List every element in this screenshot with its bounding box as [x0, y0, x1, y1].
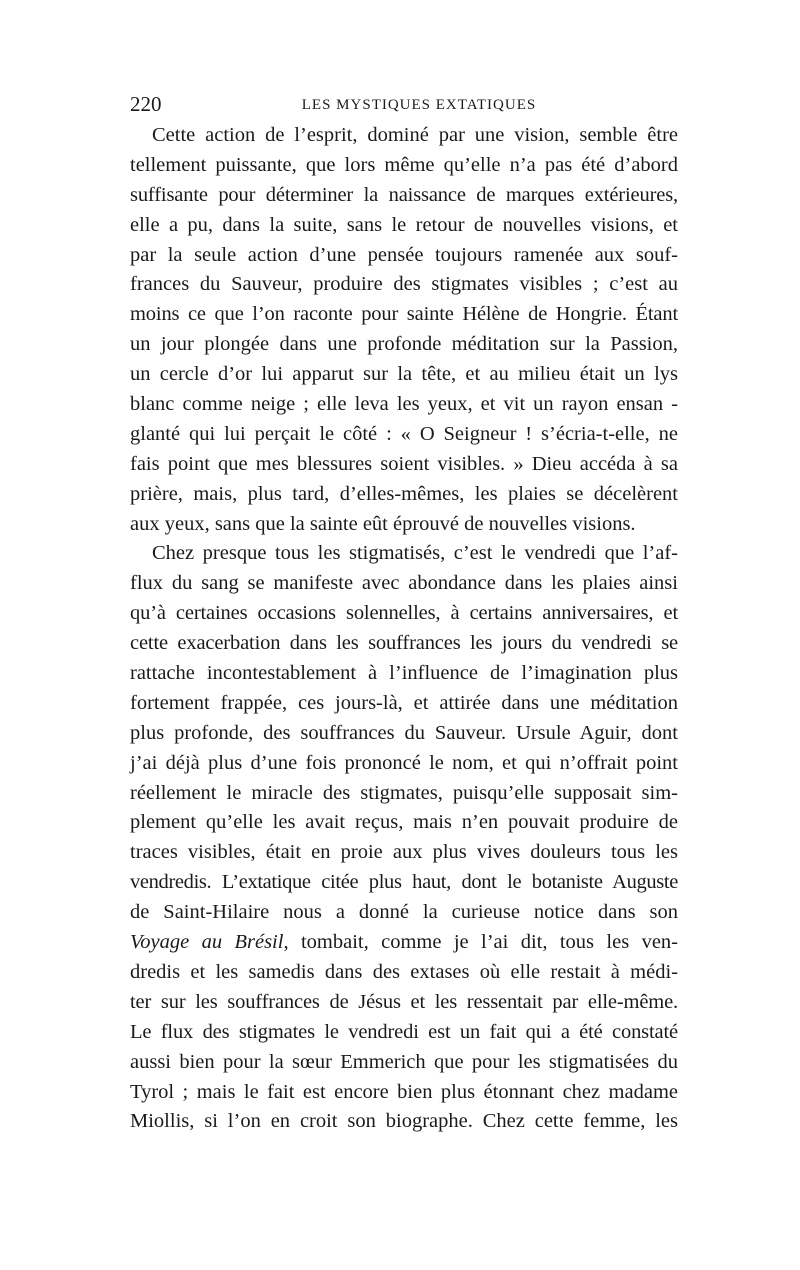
book-page — [130, 90, 678, 1137]
text-line: ter sur les souffrances de Jésus et les ressentait par elle-même. — [130, 990, 678, 1013]
text-line: cette exacerbation dans les souffrances les jours du vendredi se — [130, 632, 678, 655]
text-line: Le flux des stigmates le vendredi est un fait qui a été constaté — [130, 1020, 678, 1043]
text-line: j’ai déjà plus d’une fois prononcé le nom, et qui n’offrait point — [130, 751, 678, 774]
text-line: un cercle d’or lui apparut sur la tête, et au milieu était un lys — [130, 363, 678, 386]
text-line: vendredis. L’extatique citée plus haut, dont le botaniste Auguste — [130, 871, 678, 894]
text-line: suffisante pour déterminer la naissance de marques extérieures, — [130, 183, 678, 206]
text-line: prière, mais, plus tard, d’elles-mêmes, les plaies se décelèrent — [130, 482, 678, 505]
text-line: dredis et les samedis dans des extases où elle restait à médi- — [130, 960, 678, 983]
text-line: Miollis, si l’on en croit son biographe. Chez cette femme, les — [130, 1110, 678, 1133]
text-line: qu’à certaines occasions solennelles, à certains anniversaires, et — [130, 602, 678, 625]
text-line: de Saint-Hilaire nous a donné la curieuse notice dans son — [130, 901, 678, 924]
text-line: frances du Sauveur, produire des stigmates visibles ; c’est au — [130, 273, 678, 296]
text-fragment: , tombait, comme je l’ai dit, tous les ven- — [283, 931, 678, 954]
text-line: rattache incontestablement à l’influence de l’imagination plus — [130, 662, 678, 685]
text-line: moins ce que l’on raconte pour sainte Hélène de Hongrie. Étant — [130, 303, 678, 326]
text-line: réellement le miracle des stigmates, puisqu’elle supposait sim- — [130, 781, 678, 804]
text-line: fortement frappée, ces jours-là, et attirée dans une méditation — [130, 691, 678, 714]
text-line: blanc comme neige ; elle leva les yeux, et vit un rayon ensan - — [130, 393, 678, 416]
text-line: Cette action de l’esprit, dominé par une vision, semble être — [152, 124, 678, 146]
text-line: plement qu’elle les avait reçus, mais n’en pouvait produire de — [130, 811, 678, 834]
text-line: traces visibles, était en proie aux plus vives douleurs tous les — [130, 841, 678, 864]
text-line: par la seule action d’une pensée toujours ramenée aux souf- — [130, 243, 678, 266]
text-line: flux du sang se manifeste avec abondance dans les plaies ainsi — [130, 572, 678, 595]
text-line: aux yeux, sans que la sainte eût éprouvé de nouvelles visions. — [130, 512, 636, 535]
body-text — [130, 121, 678, 1137]
text-line: tellement puissante, que lors même qu’elle n’a pas été d’abord — [130, 153, 678, 176]
text-line: aussi bien pour la sœur Emmerich que pour les stigmatisées du — [130, 1050, 678, 1073]
running-head: LES MYSTIQUES EXTATIQUES — [301, 97, 537, 113]
text-line: plus profonde, des souffrances du Sauveur. Ursule Aguir, dont — [130, 721, 678, 744]
text-line: elle a pu, dans la suite, sans le retour de nouvelles visions, et — [130, 213, 678, 236]
page-number: 220 — [130, 92, 162, 116]
text-line: Chez presque tous les stigmatisés, c’est le vendredi que l’af- — [152, 542, 678, 565]
text-line — [130, 928, 678, 958]
book-title: Voyage au Brésil — [130, 931, 284, 954]
text-line: fais point que mes blessures soient visibles. » Dieu accéda à sa — [130, 452, 678, 475]
text-line: un jour plongée dans une profonde méditation sur la Passion, — [130, 333, 678, 356]
text-line: glanté qui lui perçait le côté : « O Seigneur ! s’écria-t-elle, ne — [130, 422, 678, 445]
text-line: Tyrol ; mais le fait est encore bien plus étonnant chez madame — [130, 1080, 678, 1103]
page-header — [130, 90, 678, 118]
